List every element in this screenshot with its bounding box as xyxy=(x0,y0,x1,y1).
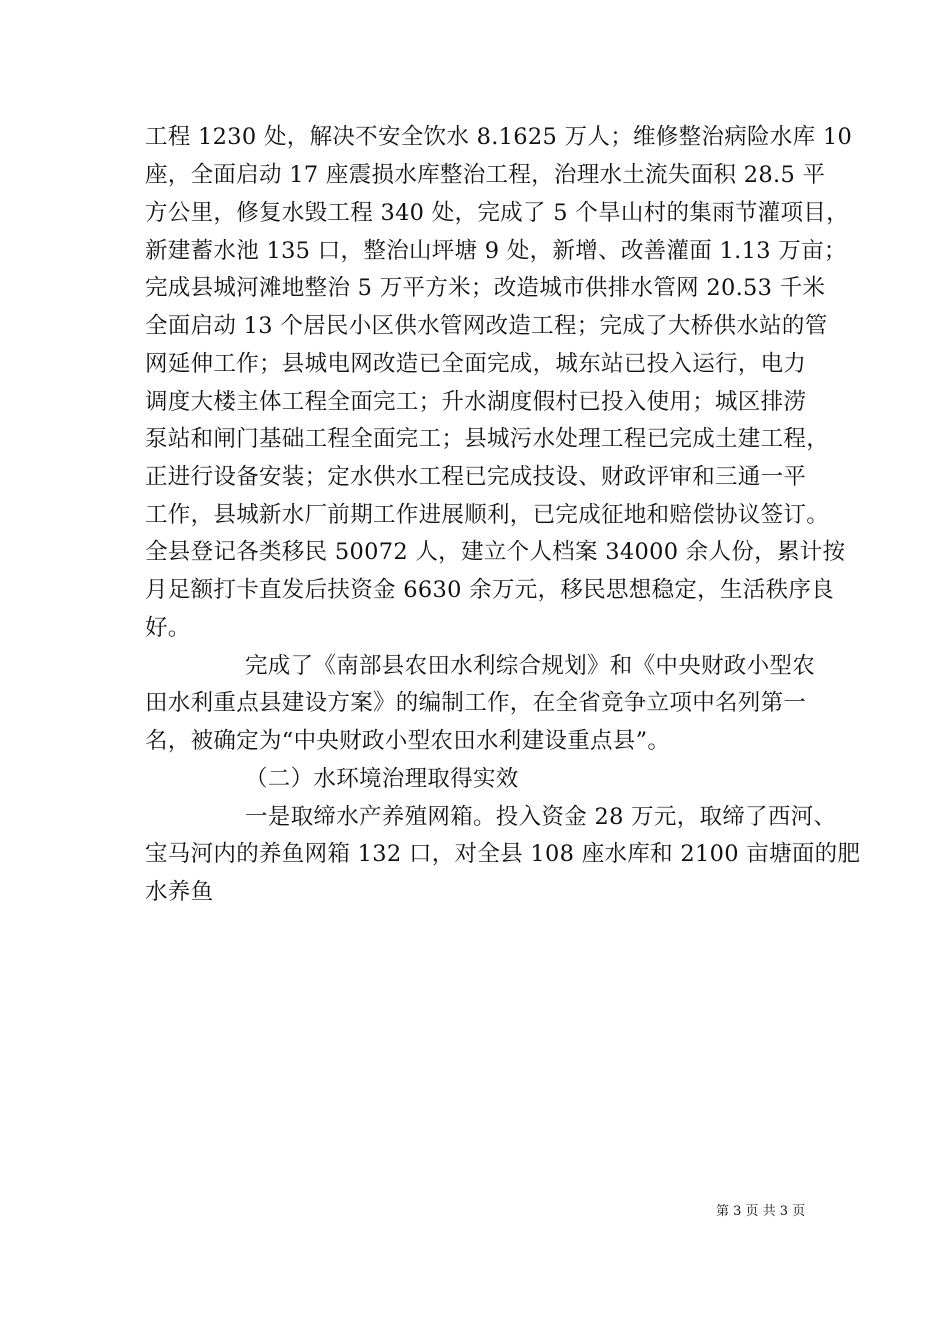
text-line: 好。 xyxy=(145,615,191,641)
text-line: 全面启动 13 个居民小区供水管网改造工程；完成了大桥供水站的管 xyxy=(145,313,828,339)
text-line: 座，全面启动 17 座震损水库整治工程，治理水土流失面积 28.5 平 xyxy=(145,162,826,188)
text-line: 水养鱼 xyxy=(145,879,214,905)
paragraph-start-line: 完成了《南部县农田水利综合规划》和《中央财政小型农 xyxy=(245,653,816,679)
paragraph-start-line: 一是取缔水产养殖网箱。投入资金 28 万元，取缔了西河、 xyxy=(245,804,837,830)
text-line: 完成县城河滩地整治 5 万平方米；改造城市供排水管网 20.53 千米 xyxy=(145,275,826,301)
text-line: 月足额打卡直发后扶资金 6630 余万元，移民思想稳定，生活秩序良 xyxy=(145,577,834,603)
text-line: 宝马河内的养鱼网箱 132 口，对全县 108 座水库和 2100 亩塘面的肥 xyxy=(145,841,861,867)
text-line: 泵站和闸门基础工程全面完工；县城污水处理工程已完成土建工程， xyxy=(145,426,830,452)
text-line: 调度大楼主体工程全面完工；升水湖度假村已投入使用；城区排涝 xyxy=(145,389,807,415)
text-line: 田水利重点县建设方案》的编制工作，在全省竞争立项中名列第一 xyxy=(145,690,807,716)
text-line: 网延伸工作；县城电网改造已全面完成，城东站已投入运行，电力 xyxy=(145,351,807,377)
text-line: 工程 1230 处，解决不安全饮水 8.1625 万人；维修整治病险水库 10 xyxy=(145,124,853,150)
text-line: 正进行设备安装；定水供水工程已完成技设、财政评审和三通一平 xyxy=(145,464,807,490)
text-line: 方公里，修复水毁工程 340 处，完成了 5 个旱山村的集雨节灌项目， xyxy=(145,200,849,226)
text-line: 名，被确定为“中央财政小型农田水利建设重点县”。 xyxy=(145,728,671,754)
text-line: 新建蓄水池 135 口，整治山坪塘 9 处，新增、改善灌面 1.13 万亩； xyxy=(145,238,847,264)
page-number-footer: 第 3 页 共 3 页 xyxy=(716,1204,806,1219)
section-heading: （二）水环境治理取得实效 xyxy=(245,766,519,792)
text-line: 工作，县城新水厂前期工作进展顺利，已完成征地和赔偿协议签订。 xyxy=(145,502,830,528)
text-line: 全县登记各类移民 50072 人，建立个人档案 34000 余人份，累计按 xyxy=(145,539,846,565)
